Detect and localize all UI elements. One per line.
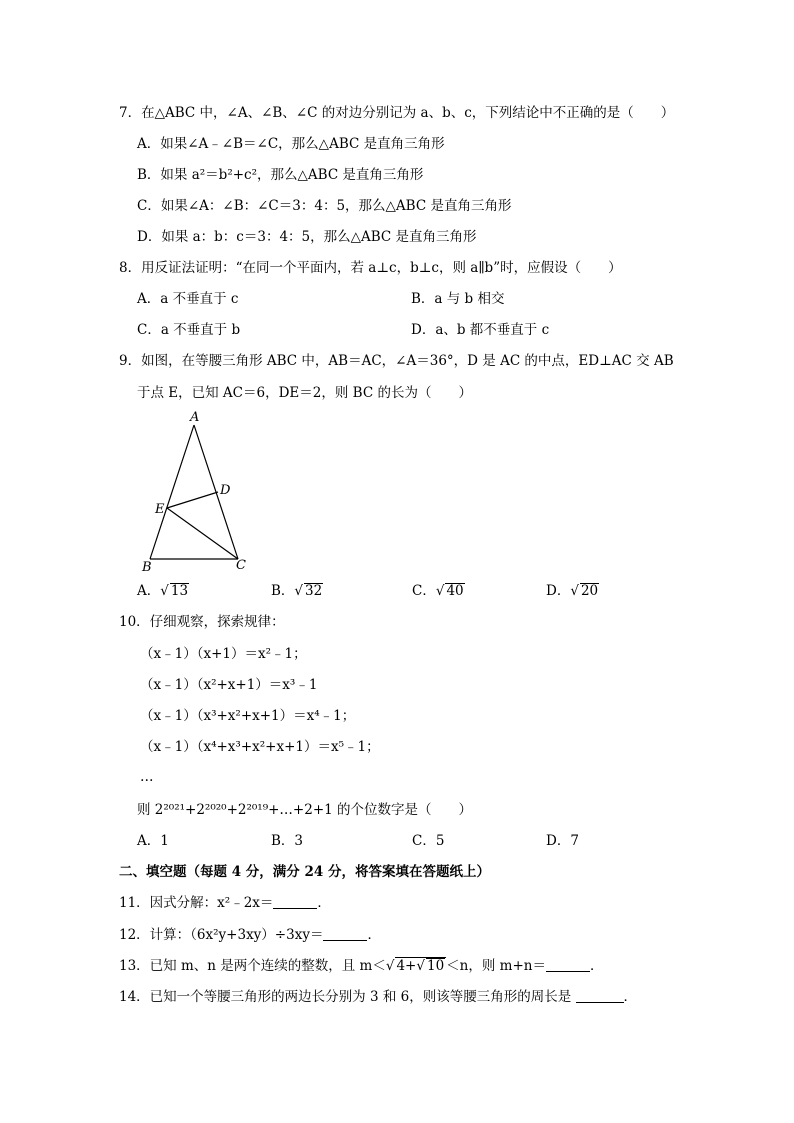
answer-blank[interactable]	[576, 989, 624, 1003]
q13: 13．已知 m、n 是两个连续的整数，且 m＜√ 4+√ 10 ＜n，则 m+n＝ ．	[119, 958, 604, 974]
segment-ed	[167, 492, 218, 508]
radical-sign: √	[435, 583, 445, 599]
q7-option-c: C．如果∠A：∠B：∠C＝3：4：5，那么△ABC 是直角三角形	[137, 198, 512, 214]
radical-sign: √	[385, 958, 395, 974]
q10-option-a: A．1	[137, 833, 169, 849]
q10-ellipsis: …	[140, 769, 154, 785]
q10-option-b: B．3	[271, 833, 304, 849]
q10-question: 则 2²⁰²¹+2²⁰²⁰+2²⁰¹⁹+…+2+1 的个位数字是（ ）	[137, 802, 473, 818]
q7-stem: 7．在△ABC 中，∠A、∠B、∠C 的对边分别记为 a、b、c，下列结论中不正确的是（ ）	[119, 105, 675, 121]
q9-option-d: D．√ 20	[546, 583, 599, 599]
radical-sign: √	[294, 583, 304, 599]
q8-option-a: A．a 不垂直于 c	[137, 291, 239, 307]
q8-option-d: D．a、b 都不垂直于 c	[411, 322, 550, 338]
q10-stem: 10．仔细观察，探索规律：	[119, 614, 285, 630]
label-e: E	[155, 502, 165, 517]
q7-option-d: D．如果 a：b：c＝3：4：5，那么△ABC 是直角三角形	[137, 229, 477, 245]
q9-option-a: A．√ 13	[137, 583, 189, 599]
section-heading: 二、填空题（每题 4 分，满分 24 分，将答案填在答题纸上）	[119, 864, 490, 880]
q9-triangle-figure	[135, 408, 260, 576]
q10-equation-1: （x﹣1）（x+1）＝x²﹣1；	[140, 646, 307, 662]
q9-stem-line2: 于点 E，已知 AC＝6，DE＝2，则 BC 的长为（ ）	[137, 385, 472, 401]
q10-option-c: C．5	[412, 833, 445, 849]
label-d: D	[220, 483, 231, 498]
answer-blank[interactable]	[323, 927, 367, 941]
q8-option-c: C．a 不垂直于 b	[137, 322, 241, 338]
radical-sign: √	[570, 583, 579, 599]
q7-option-a: A．如果∠A﹣∠B＝∠C，那么△ABC 是直角三角形	[137, 136, 445, 152]
q10-option-d: D．7	[546, 833, 579, 849]
q11: 11．因式分解：x²﹣2x＝ ．	[119, 895, 331, 911]
q9-stem-line1: 9．如图，在等腰三角形 ABC 中，AB＝AC，∠A＝36°，D 是 AC 的中点，ED⊥AC 交 AB	[119, 353, 674, 369]
q7-option-b: B．如果 a²＝b²+c²，那么△ABC 是直角三角形	[137, 167, 424, 183]
radical-sign: √	[416, 958, 425, 974]
q9-option-b: B．√ 32	[271, 583, 323, 599]
segment-ec	[167, 508, 238, 559]
q10-equation-4: （x﹣1）（x⁴+x³+x²+x+1）＝x⁵﹣1；	[140, 739, 380, 755]
q8-option-b: B．a 与 b 相交	[411, 291, 505, 307]
side-ab	[150, 425, 194, 559]
q8-stem: 8．用反证法证明：“在同一个平面内，若 a⊥c，b⊥c，则 a∥b”时，应假设（ ）	[119, 260, 622, 276]
q10-equation-2: （x﹣1）（x²+x+1）＝x³﹣1	[140, 677, 318, 693]
outer-radicand: 4+√ 10	[396, 958, 445, 974]
q10-equation-3: （x﹣1）（x³+x²+x+1）＝x⁴﹣1；	[140, 708, 356, 724]
answer-blank[interactable]	[273, 895, 317, 909]
q12: 12．计算：（6x²y+3xy）÷3xy＝ ．	[119, 927, 381, 943]
label-a: A	[190, 410, 200, 425]
q14: 14．已知一个等腰三角形的两边长分别为 3 和 6，则该等腰三角形的周长是 ．	[119, 989, 638, 1005]
radical-sign: √	[160, 583, 169, 599]
q9-option-c: C．√ 40	[412, 583, 464, 599]
answer-blank[interactable]	[546, 958, 590, 972]
label-c: C	[236, 558, 246, 573]
label-b: B	[142, 560, 152, 575]
